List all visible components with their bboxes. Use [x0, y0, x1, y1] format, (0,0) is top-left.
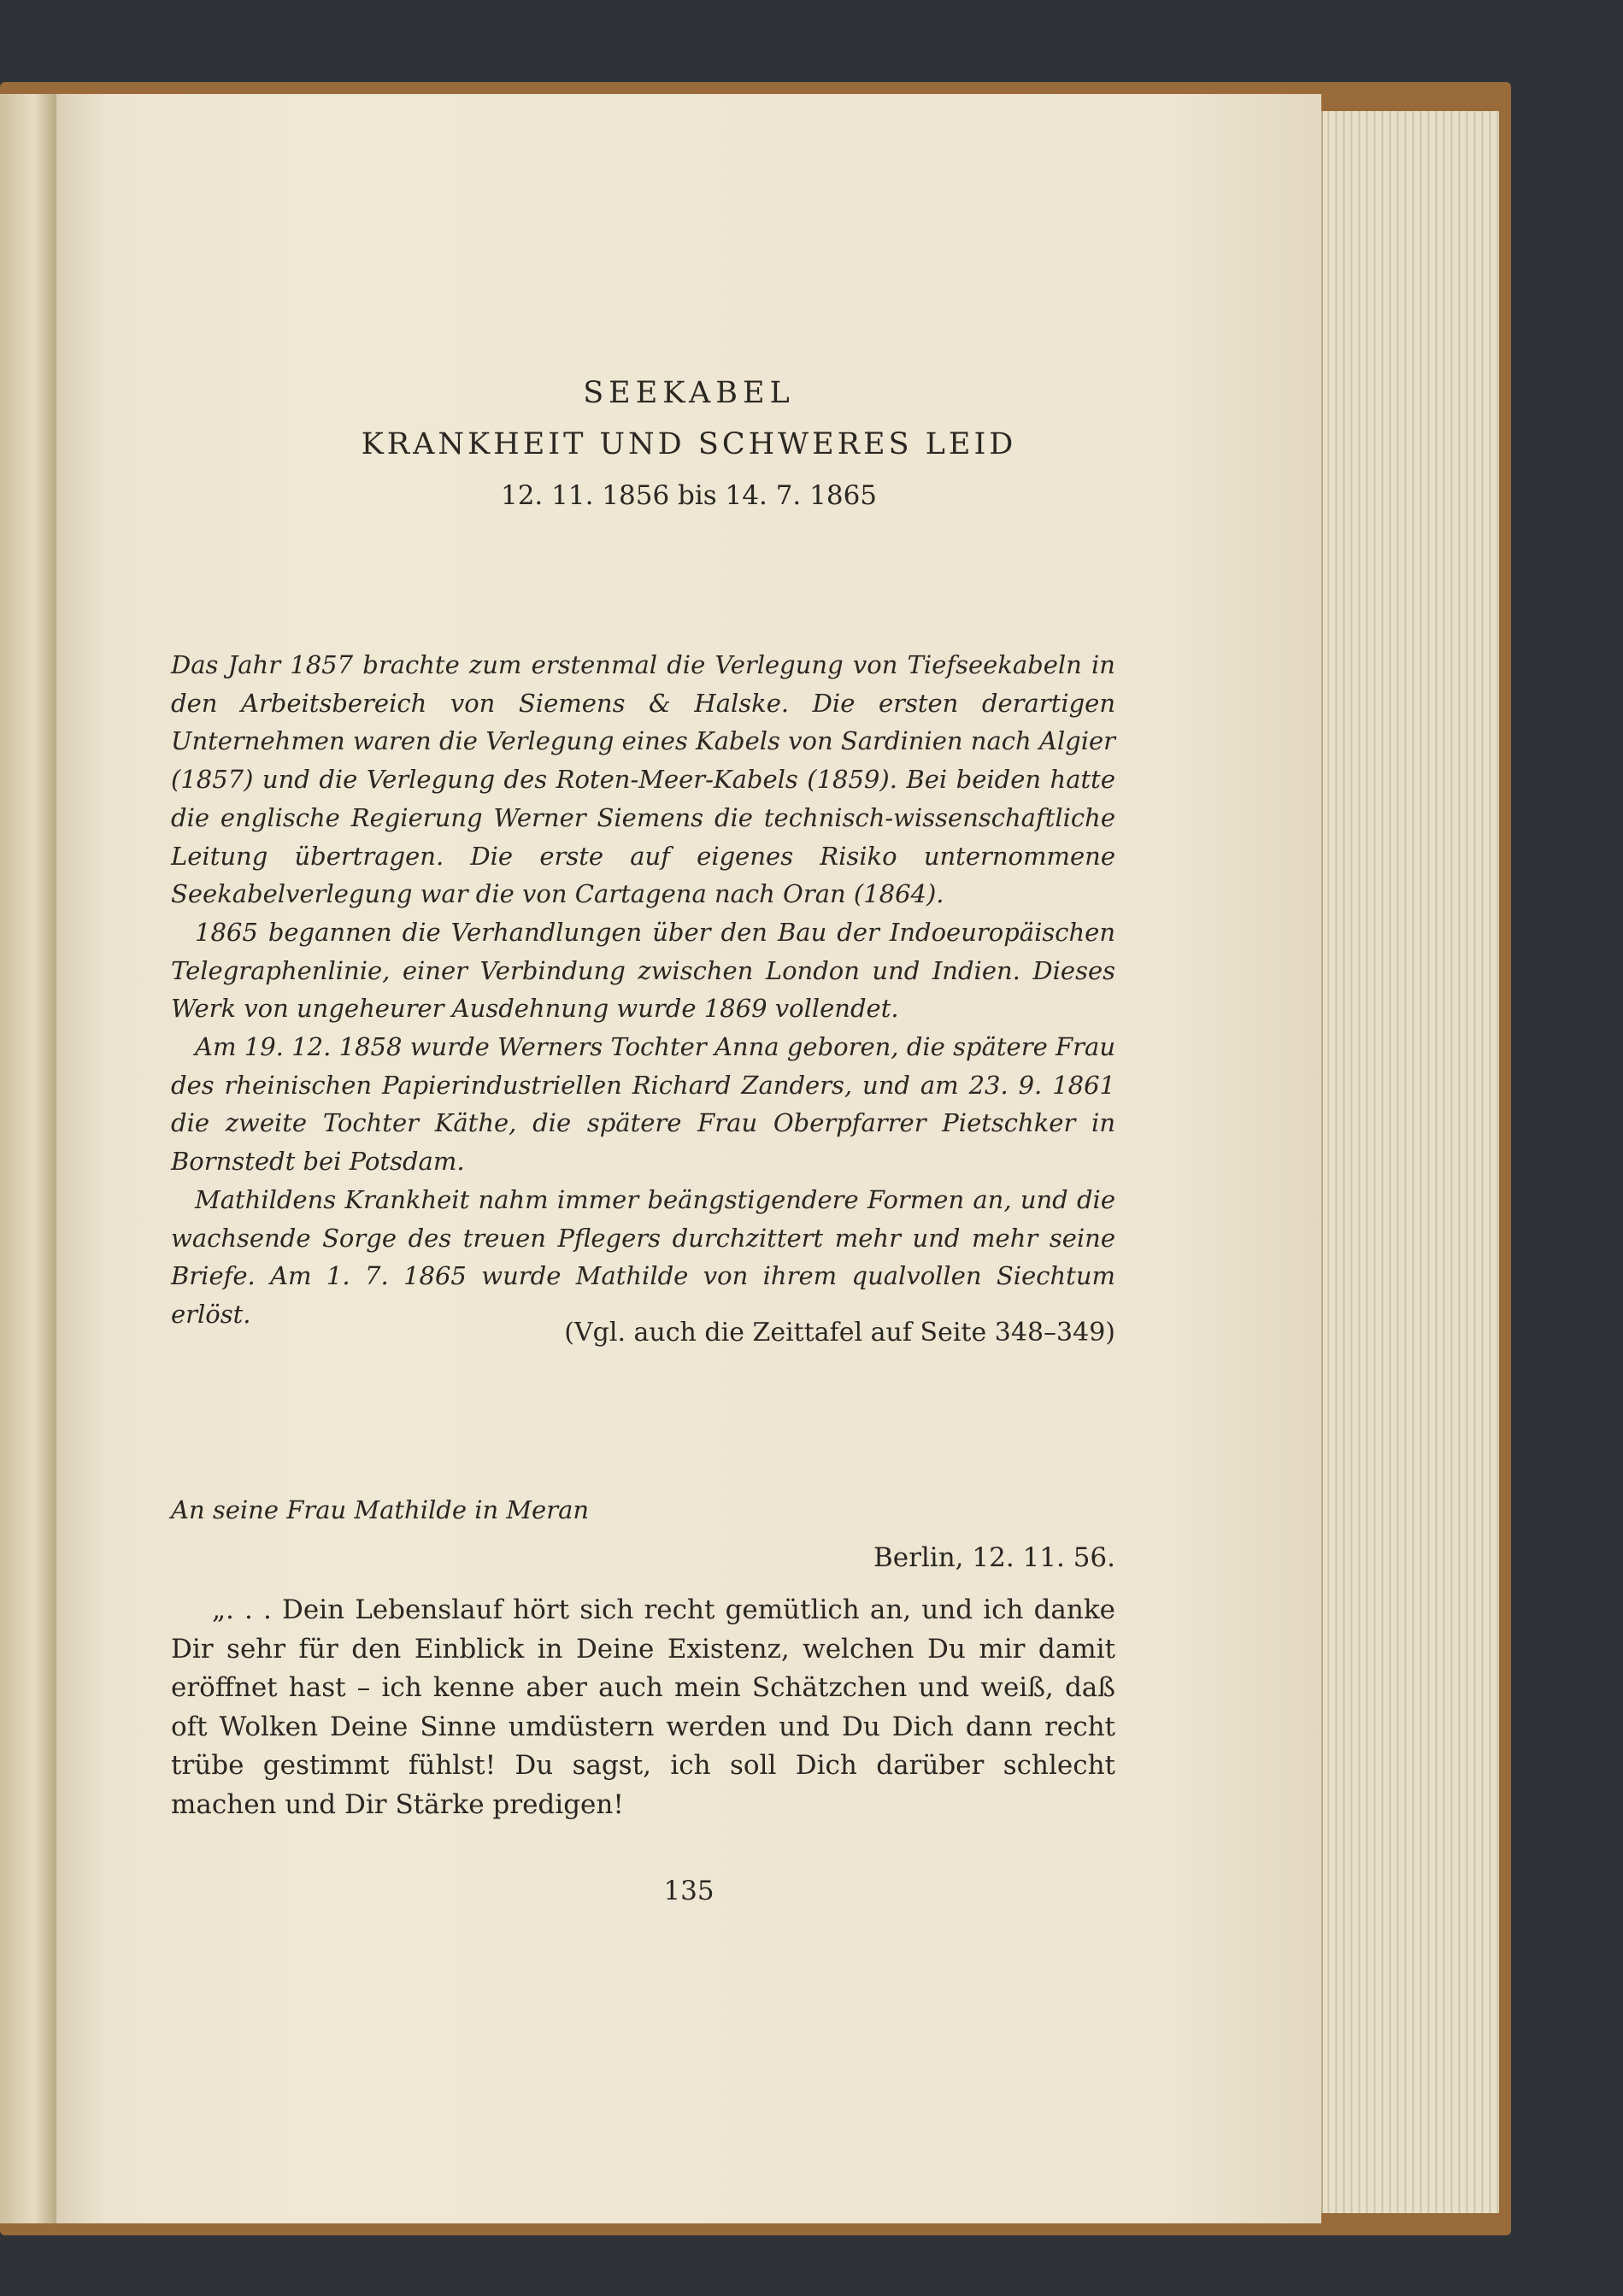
page-stack-edge — [1321, 111, 1499, 2213]
cross-reference: (Vgl. auch die Zeittafel auf Seite 348–349) — [564, 1318, 1115, 1348]
intro-paragraph: 1865 begannen die Verhandlungen über den Bau der Indoeuropäischen Telegraphenlinie, einer Verbindung zwischen London und Indien. Dieses Werk von ungeheurer Ausdehnung wurde 1869 vollendet. — [171, 917, 1115, 1024]
intro-paragraph: Am 19. 12. 1858 wurde Werners Tochter Anna geboren, die spätere Frau des rheinischen Papierindustriellen Richard Zanders, und am 23. 9. 1861 die zweite Tochter Käthe, die spätere Frau Oberpfarrer Pietschker in Bornstedt bei Potsdam. — [171, 1032, 1115, 1177]
intro-text — [171, 646, 1115, 1334]
letter-body — [171, 1591, 1115, 1824]
page-number: 135 — [663, 1876, 714, 1906]
intro-paragraph: Das Jahr 1857 brachte zum erstenmal die Verlegung von Tiefseekabeln in den Arbeitsbereich von Siemens & Halske. Die ersten derartigen Unternehmen waren die Verlegung eines Kabels von Sardinien nach Algier (1857) und die Verlegung des Roten-Meer-Kabels (1859). Bei beiden hatte die englische Regierung Werner Siemens die technisch-wissenschaftliche Leitung übertragen. Die erste auf eigenes Risiko unternommene Seekabelverlegung war die von Cartagena nach Oran (1864). — [171, 650, 1115, 909]
chapter-title: SEEKABEL — [583, 376, 795, 410]
intro-paragraph: Mathildens Krankheit nahm immer beängstigendere Formen an, und die wachsende Sorge des treuen Pflegers durchzittert mehr und mehr seine Briefe. Am 1. 7. 1865 wurde Mathilde von ihrem qualvollen Siechtum erlöst. — [171, 1184, 1115, 1329]
chapter-dates: 12. 11. 1856 bis 14. 7. 1865 — [500, 480, 878, 511]
chapter-subtitle: KRANKHEIT UND SCHWERES LEID — [361, 427, 1017, 461]
left-page-edge — [0, 94, 56, 2223]
chapter-heading — [56, 376, 1321, 511]
letter-paragraph: „. . . Dein Lebenslauf hört sich recht gemütlich an, und ich danke Dir sehr für den Einblick in Deine Existenz, welchen Du mir damit eröffnet hast – ich kenne aber auch mein Schätzchen und weiß, daß oft Wolken Deine Sinne umdüstern werden und Du Dich dann recht trübe gestimmt fühlst! Du sagst, ich soll Dich darüber schlecht machen und Dir Stärke predigen! — [171, 1594, 1115, 1820]
letter-addressee: An seine Frau Mathilde in Meran — [171, 1495, 590, 1524]
letter-place-date: Berlin, 12. 11. 56. — [873, 1542, 1115, 1573]
